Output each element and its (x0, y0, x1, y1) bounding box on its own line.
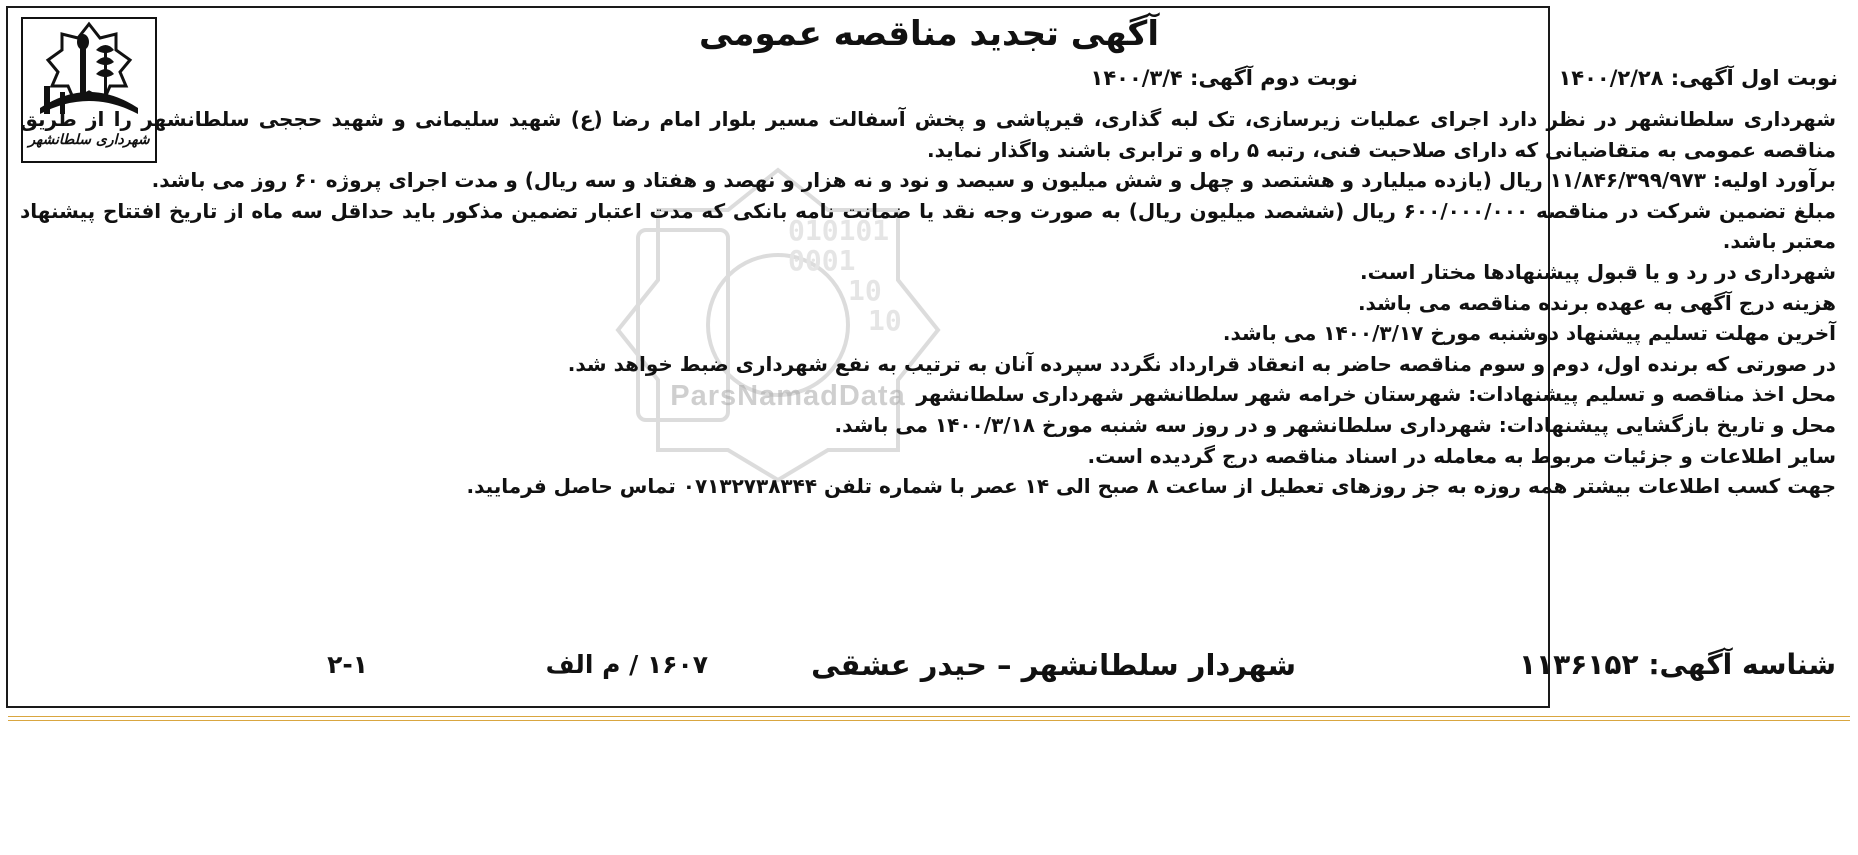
submission-location: محل اخذ مناقصه و تسلیم پیشنهادات: شهرستان خرامه شهر سلطانشهر شهرداری سلطانشهر (916, 382, 1836, 407)
bottom-divider (8, 716, 1850, 721)
svg-text:10: 10 (868, 304, 902, 337)
svg-text:010101: 010101 (788, 214, 890, 247)
second-publication-date: نوبت دوم آگهی: ۱۴۰۰/۳/۴ (1090, 66, 1358, 90)
ad-cost: هزینه درج آگهی به عهده برنده مناقصه می باشد. (1357, 290, 1836, 315)
reference-number: ۱۶۰۷ / م الف (545, 650, 708, 679)
logo-caption: شهرداری سلطانشهر (28, 132, 150, 148)
rejection-right: شهرداری در رد و یا قبول پیشنهادها مختار است. (1360, 259, 1836, 284)
watermark-brand: ParsNamadData (670, 380, 906, 412)
submission-deadline: آخرین مهلت تسلیم پیشنهاد دوشنبه مورخ ۱۴۰۰/۳/۱۷ می باشد. (1222, 321, 1836, 346)
notice-body (20, 104, 1836, 502)
forfeit-clause: در صورتی که برنده اول، دوم و سوم مناقصه حاضر به انعقاد قرارداد نگردد سپرده آنان به ترتیب به نفع شهرداری ضبط خواهد شد. (567, 351, 1836, 376)
first-publication-date: نوبت اول آگهی: ۱۴۰۰/۲/۲۸ (1558, 66, 1838, 90)
guarantee-amount: مبلغ تضمین شرکت در مناقصه ۶۰۰/۰۰۰/۰۰۰ ریال (ششصد میلیون ریال) به صورت وجه نقد یا ضمانت نامه بانکی که مدت اعتبار تضمین مذکور باید حداقل سه ماه از تاریخ افتتاح پیشنهاد معتبر باشد. (20, 198, 1836, 254)
svg-text:10: 10 (848, 274, 882, 307)
svg-text:0001: 0001 (788, 244, 856, 277)
mayor-signature: شهردار سلطانشهر – حیدر عشقی (811, 648, 1296, 682)
notice-title: آگهی تجدید مناقصه عمومی (699, 14, 1159, 54)
tender-description: شهرداری سلطانشهر در نظر دارد اجرای عملیات زیرسازی، تک لبه گذاری، قیرپاشی و پخش آسفالت مسیر بلوار امام رضا (ع) شهید سلیمانی و شهید حججی سلطانشهر را از طریق مناقصه عمومی به متقاضیانی که دارای صلاحیت فنی، رتبه ۵ راه و ترابری باشند واگذار نماید. (20, 107, 1836, 162)
page-number: ۲-۱ (327, 650, 368, 679)
notice-id: شناسه آگهی: ۱۱۳۶۱۵۲ (1518, 648, 1836, 681)
notice-footer (20, 648, 1836, 688)
opening-date: محل و تاریخ بازگشایی پیشنهادات: شهرداری سلطانشهر و در روز سه شنبه مورخ ۱۴۰۰/۳/۱۸ می باشد. (834, 412, 1836, 437)
initial-estimate: برآورد اولیه: ۱۱/۸۴۶/۳۹۹/۹۷۳ ریال (یازده میلیارد و هشتصد و چهل و شش میلیون و سیصد و نود و نه هزار و نهصد و هفتاد و سه ریال) و مدت اجرای پروژه ۶۰ روز می باشد. (151, 168, 1836, 193)
other-info: سایر اطلاعات و جزئیات مربوط به معامله در اسناد مناقصه درج گردیده است. (1087, 443, 1836, 468)
contact-info: جهت کسب اطلاعات بیشتر همه روزه به جز روزهای تعطیل از ساعت ۸ صبح الی ۱۴ عصر با شماره تلفن ۰۷۱۳۲۷۳۸۳۴۴ تماس حاصل فرمایید. (466, 474, 1836, 499)
